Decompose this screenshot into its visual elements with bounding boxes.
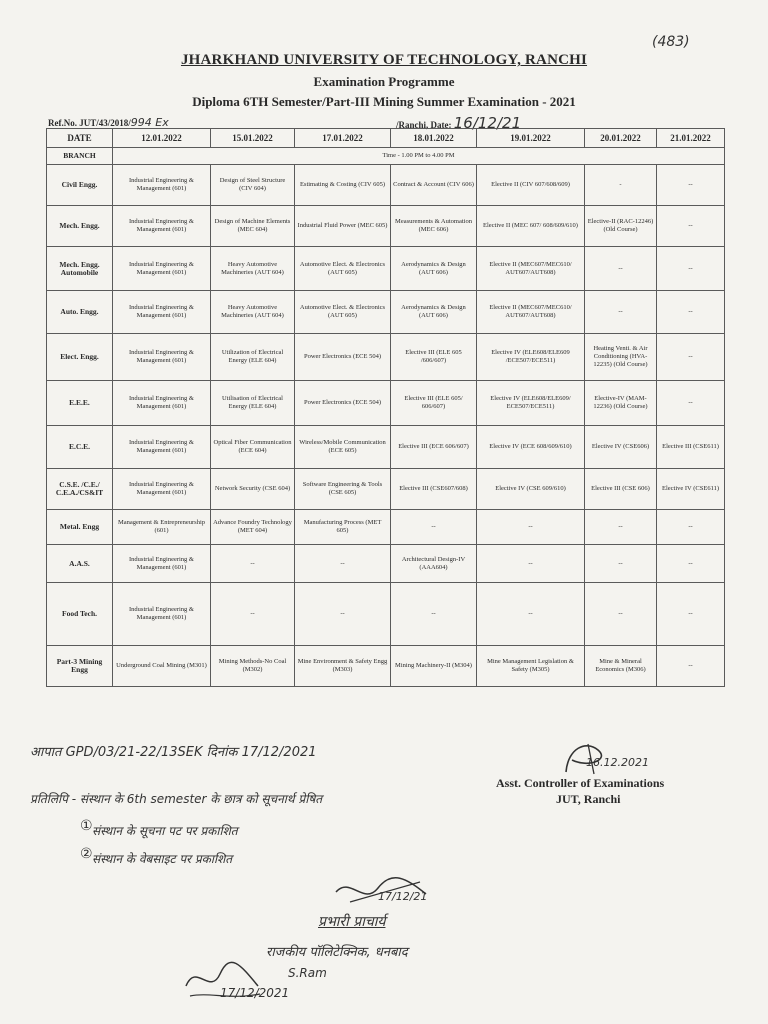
schedule-cell: Aerodynamics & Design (AUT 606) xyxy=(391,291,477,334)
signature-date: 16.12.2021 xyxy=(586,756,649,769)
schedule-cell: Contract & Account (CIV 606) xyxy=(391,165,477,206)
schedule-cell: -- xyxy=(657,510,725,545)
date-handwritten: 16/12/21 xyxy=(453,114,522,132)
handwritten-institution: राजकीय पॉलिटेक्निक, धनबाद xyxy=(266,945,408,960)
date-col-3: 17.01.2022 xyxy=(295,129,391,148)
date-col-1: 12.01.2022 xyxy=(113,129,211,148)
schedule-cell: Elective III (CSE 606) xyxy=(585,469,657,510)
schedule-cell: -- xyxy=(657,334,725,381)
schedule-cell: Power Electronics (ECE 504) xyxy=(295,334,391,381)
schedule-cell: -- xyxy=(585,583,657,646)
branch-name: C.S.E. /C.E./ C.E.A./CS&IT xyxy=(47,469,113,510)
schedule-cell: Utilisation of Electrical Energy (ELE 604) xyxy=(211,381,295,426)
schedule-row xyxy=(47,469,725,510)
schedule-cell: Mining Methods-No Coal (M302) xyxy=(211,646,295,687)
schedule-cell: Elective-IV (MAM-12236) (Old Course) xyxy=(585,381,657,426)
schedule-cell: Elective IV (CSE611) xyxy=(657,469,725,510)
schedule-cell: Automotive Elect. & Electronics (AUT 605) xyxy=(295,291,391,334)
schedule-cell: -- xyxy=(477,583,585,646)
schedule-cell: -- xyxy=(211,545,295,583)
schedule-cell: Industrial Fluid Power (MEC 605) xyxy=(295,206,391,247)
signatory-org: JUT, Ranchi xyxy=(556,792,621,806)
schedule-cell: Elective II (MEC 607/ 608/609/610) xyxy=(477,206,585,247)
ref-handwritten: 994 Ex xyxy=(130,116,169,129)
ref-label: Ref.No. JUT/43/2018/ xyxy=(48,118,131,128)
schedule-row xyxy=(47,426,725,469)
exam-time: Time - 1.00 PM to 4.00 PM xyxy=(113,148,725,165)
bullet-circle-2: ② xyxy=(80,846,93,862)
schedule-cell: -- xyxy=(657,381,725,426)
schedule-cell: Industrial Engineering & Management (601) xyxy=(113,583,211,646)
schedule-cell: Elective-II (RAC-12246) (Old Course) xyxy=(585,206,657,247)
schedule-row xyxy=(47,206,725,247)
schedule-cell: -- xyxy=(585,545,657,583)
schedule-cell: -- xyxy=(657,206,725,247)
schedule-cell: Elective II (CIV 607/608/609) xyxy=(477,165,585,206)
date-col-5: 19.01.2022 xyxy=(477,129,585,148)
schedule-cell: -- xyxy=(657,646,725,687)
university-title: JHARKHAND UNIVERSITY OF TECHNOLOGY, RANCHI xyxy=(180,52,588,68)
schedule-cell: Design of Machine Elements (MEC 604) xyxy=(211,206,295,247)
schedule-cell: Elective IV (CSE 609/610) xyxy=(477,469,585,510)
date-label: /Ranchi, Date: xyxy=(396,120,452,130)
schedule-cell: Elective III (ECE 606/607) xyxy=(391,426,477,469)
branch-name: Elect. Engg. xyxy=(47,334,113,381)
schedule-cell: Software Engineering & Tools (CSE 605) xyxy=(295,469,391,510)
branch-name: A.A.S. xyxy=(47,545,113,583)
schedule-row xyxy=(47,247,725,291)
schedule-cell: Aerodynamics & Design (AUT 606) xyxy=(391,247,477,291)
handwritten-bottom-date: 17/12/2021 xyxy=(220,986,290,1000)
schedule-cell: Industrial Engineering & Management (601) xyxy=(113,469,211,510)
branch-name: Part-3 Mining Engg xyxy=(47,646,113,687)
schedule-row xyxy=(47,545,725,583)
branch-name: Metal. Engg xyxy=(47,510,113,545)
schedule-cell: Network Security (CSE 604) xyxy=(211,469,295,510)
schedule-cell: Utilization of Electrical Energy (ELE 604) xyxy=(211,334,295,381)
schedule-row xyxy=(47,583,725,646)
schedule-cell: Elective IV (CSE606) xyxy=(585,426,657,469)
branch-name: E.E.E. xyxy=(47,381,113,426)
schedule-cell: Mining Machinery-II (M304) xyxy=(391,646,477,687)
schedule-row xyxy=(47,291,725,334)
schedule-cell: -- xyxy=(585,247,657,291)
schedule-cell: Elective IV (ECE 608/609/610) xyxy=(477,426,585,469)
branch-name: Food Tech. xyxy=(47,583,113,646)
exam-title: Diploma 6TH Semester/Part-III Mining Summer Examination - 2021 xyxy=(192,94,576,109)
schedule-cell: -- xyxy=(211,583,295,646)
schedule-cell: Heavy Automotive Machineries (AUT 604) xyxy=(211,247,295,291)
schedule-row xyxy=(47,646,725,687)
handwritten-bottom-name: S.Ram xyxy=(288,966,327,980)
schedule-cell: -- xyxy=(477,545,585,583)
branch-name: Auto. Engg. xyxy=(47,291,113,334)
schedule-cell: Heavy Automotive Machineries (AUT 604) xyxy=(211,291,295,334)
schedule-cell: Elective IV (ELE608/ELE609 /ECE507/ECE511) xyxy=(477,334,585,381)
date-col-2: 15.01.2022 xyxy=(211,129,295,148)
schedule-cell: -- xyxy=(295,545,391,583)
schedule-cell: Industrial Engineering & Management (601) xyxy=(113,247,211,291)
bullet-circle-1: ① xyxy=(80,818,93,834)
schedule-cell: -- xyxy=(657,247,725,291)
schedule-row xyxy=(47,165,725,206)
branch-header: BRANCH xyxy=(47,148,113,165)
schedule-cell: -- xyxy=(657,165,725,206)
schedule-cell: Mine Environment & Safety Engg (M303) xyxy=(295,646,391,687)
schedule-cell: Industrial Engineering & Management (601) xyxy=(113,291,211,334)
schedule-cell: -- xyxy=(391,510,477,545)
date-header: DATE xyxy=(47,129,113,148)
schedule-cell: Architectural Design-IV (AAA604) xyxy=(391,545,477,583)
schedule-row xyxy=(47,510,725,545)
branch-name: Mech. Engg. Automobile xyxy=(47,247,113,291)
branch-name: Mech. Engg. xyxy=(47,206,113,247)
signatory-title: Asst. Controller of Examinations xyxy=(496,776,665,790)
handwritten-receipt: आपात GPD/03/21-22/13SEK दिनांक 17/12/2021 xyxy=(30,745,317,760)
date-col-4: 18.01.2022 xyxy=(391,129,477,148)
schedule-cell: -- xyxy=(585,291,657,334)
schedule-cell: Measurements & Automation (MEC 606) xyxy=(391,206,477,247)
schedule-cell: Industrial Engineering & Management (601) xyxy=(113,426,211,469)
schedule-cell: Industrial Engineering & Management (601) xyxy=(113,334,211,381)
schedule-cell: Elective III (CSE607/608) xyxy=(391,469,477,510)
exam-schedule-table xyxy=(46,128,725,687)
schedule-cell: Industrial Engineering & Management (601) xyxy=(113,545,211,583)
schedule-cell: Optical Fiber Communication (ECE 604) xyxy=(211,426,295,469)
handwritten-copy-line: प्रतिलिपि - संस्थान के 6th semester के छात्र को सूचनार्थ प्रेषित xyxy=(30,792,323,806)
schedule-cell: Mine & Mineral Economics (M306) xyxy=(585,646,657,687)
schedule-cell: Industrial Engineering & Management (601) xyxy=(113,206,211,247)
handwritten-in-charge: प्रभारी प्राचार्य xyxy=(318,914,386,930)
schedule-cell: -- xyxy=(657,291,725,334)
schedule-cell: Elective II (MEC607/MEC610/ AUT607/AUT608) xyxy=(477,291,585,334)
schedule-cell: Manufacturing Process (MET 605) xyxy=(295,510,391,545)
schedule-row xyxy=(47,334,725,381)
schedule-cell: Elective II (MEC607/MEC610/ AUT607/AUT608) xyxy=(477,247,585,291)
programme-title: Examination Programme xyxy=(313,74,455,89)
schedule-cell: -- xyxy=(657,545,725,583)
schedule-cell: Automotive Elect. & Electronics (AUT 605) xyxy=(295,247,391,291)
schedule-cell: Elective III (ELE 605/ 606/607) xyxy=(391,381,477,426)
schedule-cell: Industrial Engineering & Management (601) xyxy=(113,381,211,426)
schedule-cell: -- xyxy=(657,583,725,646)
handwritten-initial-date: 17/12/21 xyxy=(378,890,428,903)
schedule-cell: -- xyxy=(585,510,657,545)
schedule-cell: Industrial Engineering & Management (601) xyxy=(113,165,211,206)
branch-name: E.C.E. xyxy=(47,426,113,469)
schedule-cell: Estimating & Costing (CIV 605) xyxy=(295,165,391,206)
schedule-cell: -- xyxy=(391,583,477,646)
schedule-cell: Heating Venti. & Air Conditioning (HVA-12235) (Old Course) xyxy=(585,334,657,381)
schedule-cell: Elective III (CSE611) xyxy=(657,426,725,469)
handwritten-copy-line-2: संस्थान के सूचना पट पर प्रकाशित xyxy=(92,824,238,838)
schedule-cell: Elective IV (ELE608/ELE609/ ECE507/ECE511) xyxy=(477,381,585,426)
schedule-cell: Management & Entrepreneurship (601) xyxy=(113,510,211,545)
date-header-row xyxy=(47,129,725,148)
schedule-cell: Underground Coal Mining (M301) xyxy=(113,646,211,687)
time-row xyxy=(47,148,725,165)
schedule-cell: -- xyxy=(477,510,585,545)
date-col-7: 21.01.2022 xyxy=(657,129,725,148)
branch-name: Civil Engg. xyxy=(47,165,113,206)
schedule-row xyxy=(47,381,725,426)
schedule-cell: Design of Steel Structure (CIV 604) xyxy=(211,165,295,206)
schedule-cell: - xyxy=(585,165,657,206)
schedule-cell: Power Electronics (ECE 504) xyxy=(295,381,391,426)
schedule-cell: Advance Foundry Technology (MET 604) xyxy=(211,510,295,545)
schedule-cell: -- xyxy=(295,583,391,646)
date-col-6: 20.01.2022 xyxy=(585,129,657,148)
page-number: (483) xyxy=(652,34,690,50)
schedule-cell: Elective III (ELE 605 /606/607) xyxy=(391,334,477,381)
schedule-cell: Wireless/Mobile Communication (ECE 605) xyxy=(295,426,391,469)
handwritten-copy-line-3: संस्थान के वेबसाइट पर प्रकाशित xyxy=(92,852,233,866)
schedule-cell: Mine Management Legislation & Safety (M305) xyxy=(477,646,585,687)
